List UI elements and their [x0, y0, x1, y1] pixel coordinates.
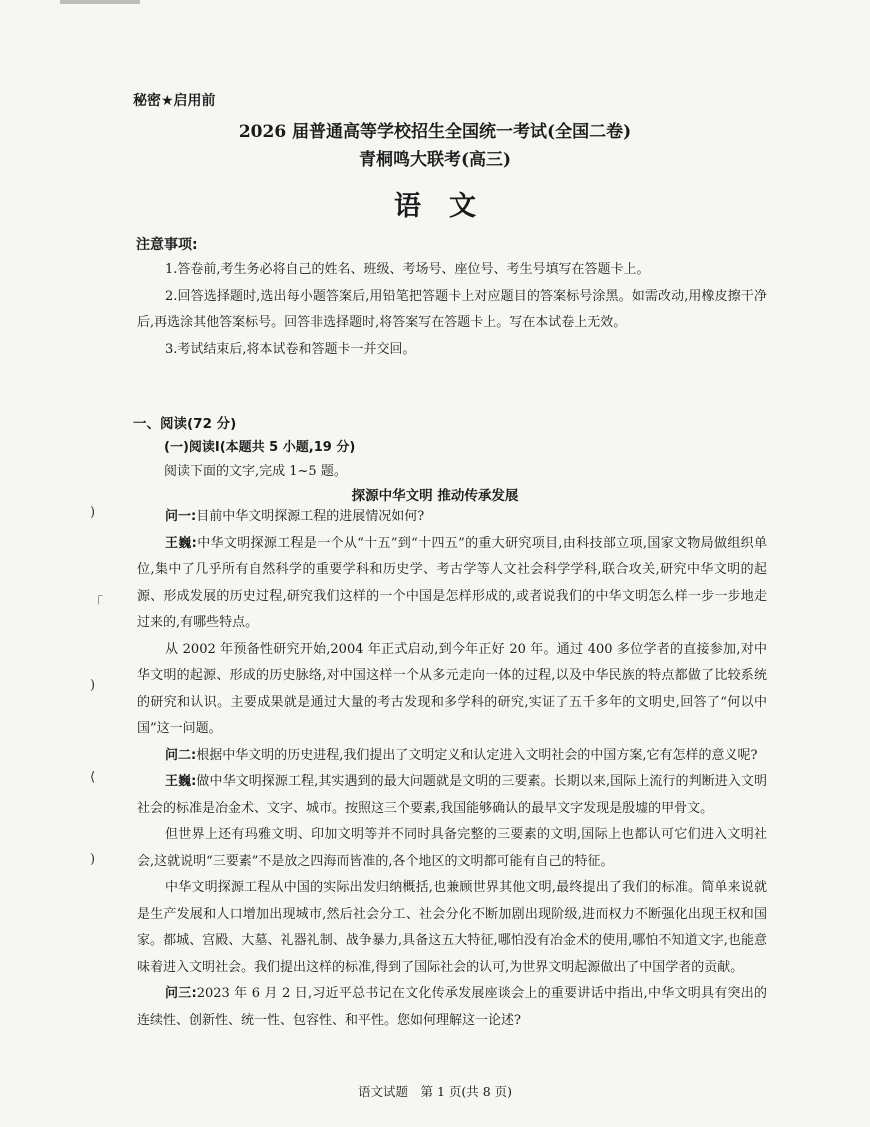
notice-heading: 注意事项: [136, 237, 198, 253]
paragraph-text: 从 2002 年预备性研究开始,2004 年正式启动,到今年正好 20 年。通过 400 多位学者的直接参加,对中华文明的起源、形成的历史脉络,对中国这样一个从多元走向一体的过程,以及中华民族的特点都做了比较系统的研究和认识。主要成果就是通过大量的考古发现和多学科的研究,实证了五千多年的文明史,回答了“何以中国”这一问题。 [137, 641, 767, 736]
article-paragraph [137, 637, 767, 743]
paragraph-text: 目前中华文明探源工程的进展情况如何? [196, 509, 425, 524]
article-paragraph [137, 504, 767, 531]
paragraph-text: 做中华文明探源工程,其实遇到的最大问题就是文明的三要素。长期以来,国际上流行的判断进入文明社会的标准是冶金术、文字、城市。按照这三个要素,我国能够确认的最早文字发现是殷墟的甲骨文。 [137, 774, 768, 816]
exam-subtitle: 青桐鸣大联考(高三) [358, 150, 512, 170]
scan-mark [60, 0, 140, 4]
article-paragraph [137, 875, 767, 981]
notice-item: 1.答卷前,考生务必将自己的姓名、班级、考场号、座位号、考生号填写在答题卡上。 [165, 262, 650, 277]
article-paragraph [137, 531, 767, 637]
secret-label: 秘密★启用前 [133, 93, 216, 109]
notice-list [137, 257, 767, 363]
article-title: 探源中华文明 推动传承发展 [351, 488, 519, 504]
section-heading: 一、阅读(72 分) [133, 416, 237, 432]
article-paragraph [137, 743, 767, 770]
speaker-label: 问三: [165, 986, 197, 1001]
notice-item: 2.回答选择题时,选出每小题答案后,用铅笔把答题卡上对应题目的答案标号涂黑。如需改动,用橡皮擦干净后,再选涂其他答案标号。回答非选择题时,将答案写在答题卡上。写在本试卷上无效。 [137, 288, 767, 330]
article-paragraph [137, 822, 767, 875]
paragraph-text: 2023 年 6 月 2 日,习近平总书记在文化传承发展座谈会上的重要讲话中指出,中华文明具有突出的连续性、创新性、统一性、包容性、和平性。您如何理解这一论述? [137, 986, 767, 1028]
paragraph-text: 中华文明探源工程从中国的实际出发归纳概括,也兼顾世界其他文明,最终提出了我们的标准。简单来说就是生产发展和人口增加出现城市,然后社会分工、社会分化不断加剧出现阶级,进而权力不断强化出现王权和国家。都城、宫殿、大墓、礼器礼制、战争暴力,具备这五大特征,哪怕没有冶金术的使用,哪怕不知道文字,也能意味着进入文明社会。我们提出这样的标准,得到了国际社会的认可,为世界文明起源做出了中国学者的贡献。 [137, 880, 767, 975]
notice-item: 3.考试结束后,将本试卷和答题卡一并交回。 [165, 341, 416, 357]
article-paragraph [137, 981, 767, 1034]
speaker-label: 问一: [165, 509, 197, 524]
article-paragraph [137, 769, 767, 822]
margin-mark: ) [90, 678, 96, 693]
speaker-label: 王巍: [165, 535, 197, 551]
paragraph-text: 中华文明探源工程是一个从“十五”到“十四五”的重大研究项目,由科技部立项,国家文物局做组织单位,集中了几乎所有自然科学的重要学科和历史学、考古学等人文社会科学学科,联合攻关,研究中华文明的起源、形成发展的历史过程,研究我们这样的一个中国是怎样形成的,或者说我们的中华文明怎么样一步一步地走过来的,有哪些特点。 [137, 535, 767, 630]
section-instruction: 阅读下面的文字,完成 1~5 题。 [164, 464, 347, 479]
margin-mark: ⟨ [90, 770, 96, 785]
margin-mark: ) [90, 852, 96, 867]
speaker-label: 问二: [165, 747, 197, 763]
article-body [137, 504, 767, 1034]
margin-mark: 「 [90, 596, 104, 611]
exam-title: 2026 届普通高等学校招生全国统一考试(全国二卷) [238, 122, 632, 142]
paragraph-text: 根据中华文明的历史进程,我们提出了文明定义和认定进入文明社会的中国方案,它有怎样的意义呢? [196, 747, 758, 763]
paragraph-text: 但世界上还有玛雅文明、印加文明等并不同时具备完整的三要素的文明,国际上也都认可它们进入文明社会,这就说明“三要素”不是放之四海而皆准的,各个地区的文明都可能有自己的特征。 [137, 827, 767, 869]
page-footer: 语文试题 第 1 页(共 8 页) [357, 1084, 513, 1099]
speaker-label: 王巍: [165, 774, 197, 789]
section-subheading: (一)阅读Ⅰ(本题共 5 小题,19 分) [164, 440, 356, 455]
margin-mark: ) [90, 505, 96, 520]
subject-title: 语文 [394, 191, 504, 222]
